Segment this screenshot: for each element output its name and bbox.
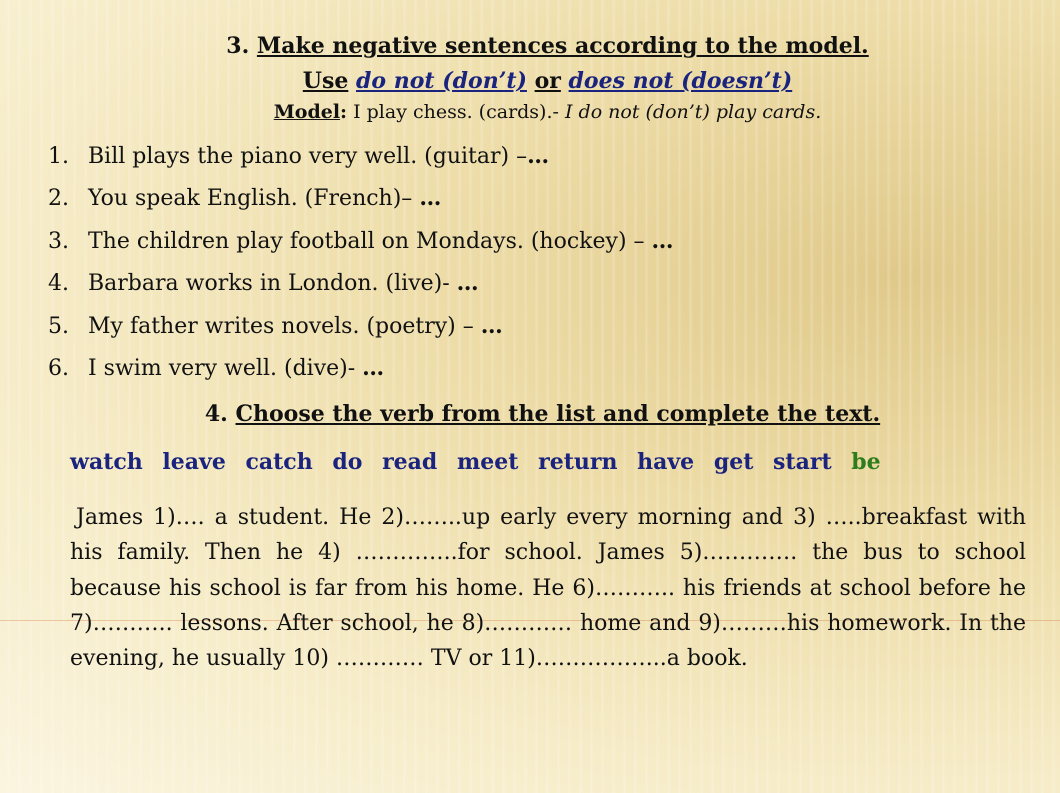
item-number: 2.	[48, 186, 69, 212]
verb-read: read	[382, 449, 438, 475]
exercise-4-heading: Choose the verb from the list and complete the text.	[235, 401, 881, 427]
verb-return: return	[538, 449, 618, 475]
gap-fill-paragraph: James 1)…. a student. He 2)……..up early every morning and 3) …..breakfast with his family. Then he 4) …………..for school. James 5)…………. the bus to school because his school is far from his home. He 6)……….. his friends at school before he 7)……….. lessons. After school, he 8)………… home and 9)………his homework. In the evening, he usually 10) ………… TV or 11)……………...a book.	[70, 505, 1026, 672]
item-text: Barbara works in London. (live)-	[88, 271, 457, 297]
model-answer: I do not (don’t) play cards.	[564, 101, 822, 123]
list-item	[48, 182, 674, 224]
list-item	[48, 352, 674, 394]
model-line	[0, 101, 1060, 123]
item-text: I swim very well. (dive)-	[88, 355, 363, 381]
or-word: or	[534, 68, 561, 94]
exercise-3-list	[48, 140, 674, 394]
item-number: 3.	[48, 228, 69, 254]
list-item	[48, 225, 674, 267]
list-item	[48, 310, 674, 352]
item-text: You speak English. (French)–	[88, 186, 420, 212]
item-blank: …	[651, 227, 674, 254]
verb-catch: catch	[245, 449, 313, 475]
exercise-4-title	[0, 401, 1060, 427]
verb-be: be	[851, 449, 881, 475]
list-item	[48, 267, 674, 309]
item-blank: …	[480, 312, 503, 339]
verb-watch: watch	[70, 449, 143, 475]
model-label: Model	[273, 101, 341, 123]
exercise-3-number: 3.	[226, 33, 250, 59]
model-colon: :	[340, 101, 348, 123]
verb-leave: leave	[162, 449, 226, 475]
item-blank: …	[362, 354, 385, 381]
exercise-3-title	[0, 33, 1060, 59]
exercise-3-heading: Make negative sentences according to the model.	[256, 33, 869, 59]
verb-meet: meet	[457, 449, 519, 475]
exercise-4-number: 4.	[204, 401, 228, 427]
model-text: I play chess. (cards).-	[353, 101, 559, 123]
exercise-3-instruction	[0, 68, 1060, 94]
verb-have: have	[637, 449, 695, 475]
item-number: 5.	[48, 313, 69, 339]
item-number: 4.	[48, 271, 69, 297]
item-blank: …	[456, 270, 479, 297]
option-does-not: does not (doesn’t)	[568, 68, 793, 94]
item-text: The children play football on Mondays. (hockey) –	[88, 228, 652, 254]
verb-do: do	[332, 449, 363, 475]
option-do-not: do not (don’t)	[356, 68, 527, 94]
item-number: 6.	[48, 355, 69, 381]
item-blank: …	[419, 185, 442, 212]
list-item	[48, 140, 674, 182]
item-blank: …	[527, 143, 550, 169]
use-word: Use	[302, 68, 349, 94]
verb-start: start	[773, 449, 832, 475]
verb-get: get	[713, 449, 754, 475]
item-number: 1.	[48, 144, 69, 169]
item-text: Bill plays the piano very well. (guitar) –	[88, 144, 528, 169]
item-text: My father writes novels. (poetry) –	[88, 313, 481, 339]
verb-list	[70, 449, 893, 475]
